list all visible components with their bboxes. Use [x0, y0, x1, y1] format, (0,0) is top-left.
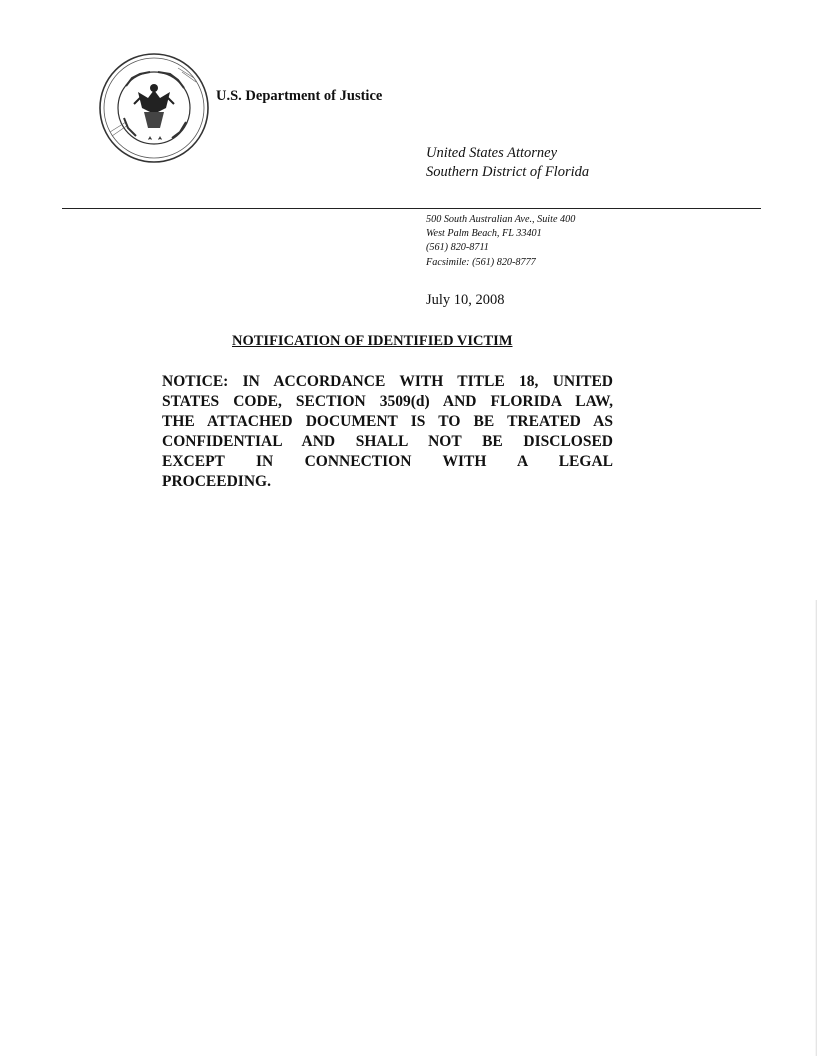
- address-street: 500 South Australian Ave., Suite 400: [426, 214, 576, 225]
- address-city: West Palm Beach, FL 33401: [426, 228, 542, 240]
- confidentiality-notice: [162, 372, 613, 492]
- office-block: [426, 144, 589, 182]
- address-fax: Facsimile: (561) 820-8777: [426, 256, 536, 268]
- department-name: U.S. Department of Justice: [216, 88, 383, 104]
- notice-line: EXCEPT IN CONNECTION WITH A LEGAL: [162, 453, 613, 470]
- office-title: United States Attorney: [426, 145, 558, 161]
- notification-heading: NOTIFICATION OF IDENTIFIED VICTIM: [232, 333, 513, 349]
- notice-line: PROCEEDING.: [162, 473, 271, 490]
- notice-line: THE ATTACHED DOCUMENT IS TO BE TREATED AS: [162, 413, 613, 430]
- letter-date: July 10, 2008: [426, 292, 505, 308]
- office-district: Southern District of Florida: [426, 164, 590, 180]
- doj-seal-icon: [98, 52, 210, 164]
- notice-line: STATES CODE, SECTION 3509(d) AND FLORIDA LAW,: [162, 393, 613, 410]
- letterhead-divider: [62, 208, 761, 209]
- address-block: [426, 213, 575, 270]
- address-phone: (561) 820-8711: [426, 242, 489, 254]
- notice-line: NOTICE: IN ACCORDANCE WITH TITLE 18, UNITED: [162, 373, 613, 390]
- notice-line: CONFIDENTIAL AND SHALL NOT BE DISCLOSED: [162, 433, 613, 450]
